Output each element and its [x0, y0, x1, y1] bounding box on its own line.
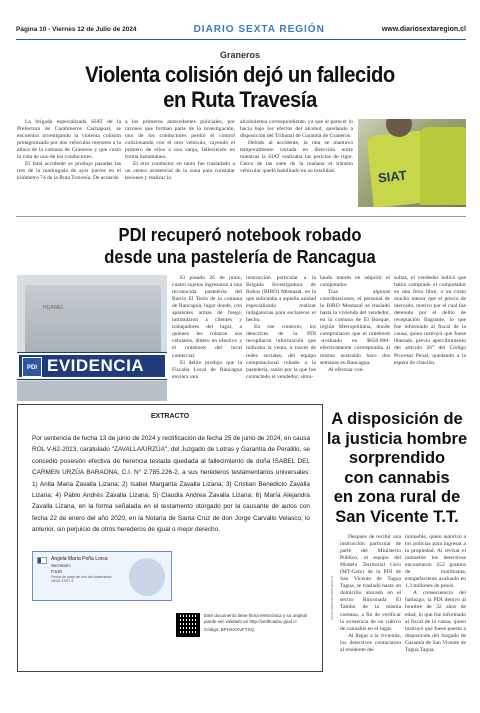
- story1-kicker: Graneros: [219, 50, 261, 60]
- verification-code: Código: BPHXXXVFTSQ: [204, 627, 255, 633]
- story2-col2-p2: En ese contexto, los detectives de la PDI recopilaron información que indicaba la venta, a través de redes sociales, del equipo computacional robado a la pastelería, razón por la que fue contactado el vendedor, simu-: [246, 324, 316, 380]
- officer-vest-2: [420, 127, 466, 205]
- electronic-signature: [32, 551, 172, 601]
- story1-col1: [17, 119, 121, 209]
- legal-notice-body: Por sentencia de fecha 13 de junio de 2024 y rectificación de fecha 25 de junio de 2024, en causa ROL V-62-2023, caratulado "ZAVALLA/URZÚA", del Juzgado de Letras y Garantía de Peralillo, se concedió posesión efectiva de herencia testada quedada al fallecimiento de doña ISABEL DEL CARMEN URZÚA BARAONA, C.I. N° 2.785.226-2, a sus herederos testamentarios universales: 1) Anita Maria Zavalla Lizana; 2) Isabel Margarita Zavalla Lizana; 3) Cristian Benedicto Zavalla Lizana; 4) Pablo Andrés Zavalla Lizana; 5) Claudia Andrea Zavalla Lizana; 6) María Alejandra Zavalla Lizana, en la forma señalada en el testamento otorgado por la causante de autos con fecha 22 de enero del año 2020, en la Notaría de Santa Cruz de don Jorge Carvallo Velasco; lo anterior, sin perjuicio de otros herederos de igual o mejor derecho.: [32, 435, 310, 534]
- story2-headline: [47, 224, 433, 268]
- story2-col3-p3: Al efectuar con-: [328, 366, 365, 373]
- story2-col2: [246, 275, 316, 401]
- story3-headline-line4: con cannabis: [344, 468, 450, 487]
- story2-col3-p1: lando interés en adquirir el computador.: [320, 275, 390, 289]
- page-date: Página 10 - Viernes 12 de Julio de 2024: [16, 26, 137, 33]
- story3-headline-line6: San Vicente T.T.: [335, 507, 459, 526]
- legal-notice-title: EXTRACTO: [150, 413, 190, 420]
- siat-label: SIAT: [377, 167, 408, 186]
- story1-headline-line2: en Ruta Travesía: [163, 87, 317, 112]
- story1-col2-p1: a los primeros antecedentes policiales, por razones que forman parte de la investigación, uno de los conductores perdió el control colisionando con el otro vehículo, cayendo el primero de ellos a una zanja, falleciendo en forma instantánea.: [125, 119, 235, 161]
- story3-headline-line1: A disposición de: [331, 410, 463, 428]
- verification-text: Este documento tiene firma electrónica y su original puede ser validado en http://verificadoc.pjud.cl: [204, 613, 308, 624]
- story1-col1-p1: La brigada especializada SIAT de la Prefectura de Carabineros Cachapoal, se encuentra investigando la violenta colisión protagonizada por dos vehículos menores a la altura de la comuna de Graneros y que costó la vida de uno de los conductores.: [17, 119, 121, 161]
- vertical-credit: www.diariosextaregion.cl: [329, 575, 334, 620]
- notebook-photo: [17, 275, 167, 401]
- story3-col2-p1: inmueble, quien autorizó a los policías para ingresar a la propiedad. Al revisar el inmueble los detectives encontraron 252 gramos de marihuana, estupefaciente avaluado en 1,2 millones de pesos.: [405, 534, 466, 590]
- story2-col3: [320, 275, 390, 401]
- seal-icon: [129, 558, 165, 596]
- story3-col1-p2: Al llegar a la vivienda, los detectives contactaron al residente del: [340, 632, 401, 653]
- story2-col1: [172, 275, 242, 401]
- flag-icon: [37, 557, 47, 564]
- laptop-brand: HUAWEI: [43, 305, 63, 311]
- page-header: [16, 20, 466, 40]
- signer-role: Secretario: [51, 563, 71, 568]
- story2-headline-line1: PDI recuperó notebook robado: [118, 225, 362, 245]
- story1-col3: [240, 119, 353, 209]
- legal-notice-box: [17, 404, 323, 672]
- story3-headline: [326, 410, 468, 527]
- story3-col1: [340, 534, 401, 674]
- pdi-logo-icon: PDI: [22, 357, 42, 377]
- evidence-text: EVIDENCIA: [47, 356, 145, 375]
- signer-name: Angela María Peña Lorca: [51, 556, 108, 562]
- story3-col1-p1: Después de recibir una instrucción particular de parte del Ministerio Público, el equipo del Modelo Territorial Cero (MT-Cero) de la PDI de San Vicente de Tagua Tagua, se trasladó hasta un domicilio ubicado en el sector Rinconada El Tambo de la misma comuna, a fin de verificar la existencia de un cultivo de cannabis en el lugar.: [340, 534, 401, 632]
- story3-headline-line5: en zona rural de: [333, 488, 461, 506]
- story2-headline-line2: desde una pastelería de Rancagua: [104, 247, 376, 267]
- story1-headline: [47, 62, 433, 112]
- story3-col2: [405, 534, 466, 674]
- verification-note: [204, 613, 316, 633]
- story2-col4-p1: sultas, el vendedor indicó que había comprado el computador en una feria libre, a un costo mucho menor que el precio de mercado, motivo por el cual fue detenido por el delito de receptación flagrante, lo que fue informado al fiscal de la causa, quien instruyó que fuese liberado, previo apercibimiento del artículo 26° del Código Procesal Penal, quedando a la espera de citación.: [394, 275, 466, 366]
- story1-col3-p2: Debido al accidente, la ruta se mantuvo temporalmente cortada en dirección norte mientras la SIAT realizaba las pericias de rigor. Cerca de las siete de la mañana el tránsito vehicular quedó habilitado en su totalidad.: [240, 140, 353, 175]
- accident-photo: [358, 119, 466, 207]
- website-link[interactable]: www.diariosextaregion.cl: [381, 26, 466, 33]
- table-surface: [17, 381, 167, 401]
- newspaper-name: DIARIO SEXTA REGIÓN: [193, 24, 325, 35]
- story1-col3-p1: alcoholemia correspondiente, ya que al parecer lo hacía bajo los efectos del alcohol, quedando a disposición del Tribunal de Garantía de Graneros.: [240, 119, 353, 140]
- evidence-banner: [17, 353, 167, 379]
- story2-col4: [394, 275, 466, 401]
- story2-col3-p2: Tras algunas coordinaciones, el personal de la BIRO Mostazal se trasladó hasta la vivienda del vendedor, en la comuna de El Bosque, región Metropolitana, donde comprobaron que el notebook -avaluado en $650.000- efectivamente correspondía al mismo sustraído hace dos semanas en Rancagua.: [320, 289, 390, 366]
- story2-col1-p2: El delito produjo que la Fiscalía Local de Rancagua enviara una: [172, 359, 242, 380]
- signer-org: PJUD: [51, 569, 63, 574]
- divider: [16, 216, 466, 217]
- story3-col2-p2: A consecuencia del hallazgo, la PDI detuvo al hombre de 32 años de edad, lo que fue informado al fiscal de la causa, quien instruyó que fuese puesto a disposición del Juzgado de Garantía de San Vicente de Tagua Tagua.: [405, 590, 466, 653]
- story1-col2: [125, 119, 235, 209]
- story3-headline-line2: la justicia hombre: [326, 429, 468, 448]
- laptop-image: [25, 285, 161, 355]
- signer-note: Fecha de pago de otro del sostenedor 16/03-17/07-4: [51, 575, 112, 584]
- story1-col2-p2: El otro conductor en tanto fue trasladado a un centro asistencial de la zona para constatar lesiones y realizar la: [125, 161, 235, 182]
- story3-headline-line3: sorprendido: [348, 449, 446, 467]
- story2-col1-p1: El pasado 26 de junio, cuatro sujetos ingresaron a una reconocida pastelería del Barrio El Tenis de la comuna de Rancagua, lugar donde, con aparentes armas de fuego, intimidaron a clientes y trabajadores del lugar, a quienes les robaron sus celulares, dinero en efectivo y el notebook del local comercial.: [172, 275, 242, 359]
- story2-col2-p1: instrucción particular a la Brigada Investigadora de Robos (BIRO) Mostazal, en la que solicitaba a aquella unidad especializada realizar indagatorias para esclarecer el hecho.: [246, 275, 316, 324]
- story1-headline-line1: Violenta colisión dejó un fallecido: [85, 62, 395, 87]
- qr-code-icon: [176, 613, 200, 637]
- story1-col1-p2: El fatal accidente se produjo pasadas las tres de la madrugada de ayer jueves en el kilómetro 74 de la Ruta Travesía. De acuerdo: [17, 161, 121, 182]
